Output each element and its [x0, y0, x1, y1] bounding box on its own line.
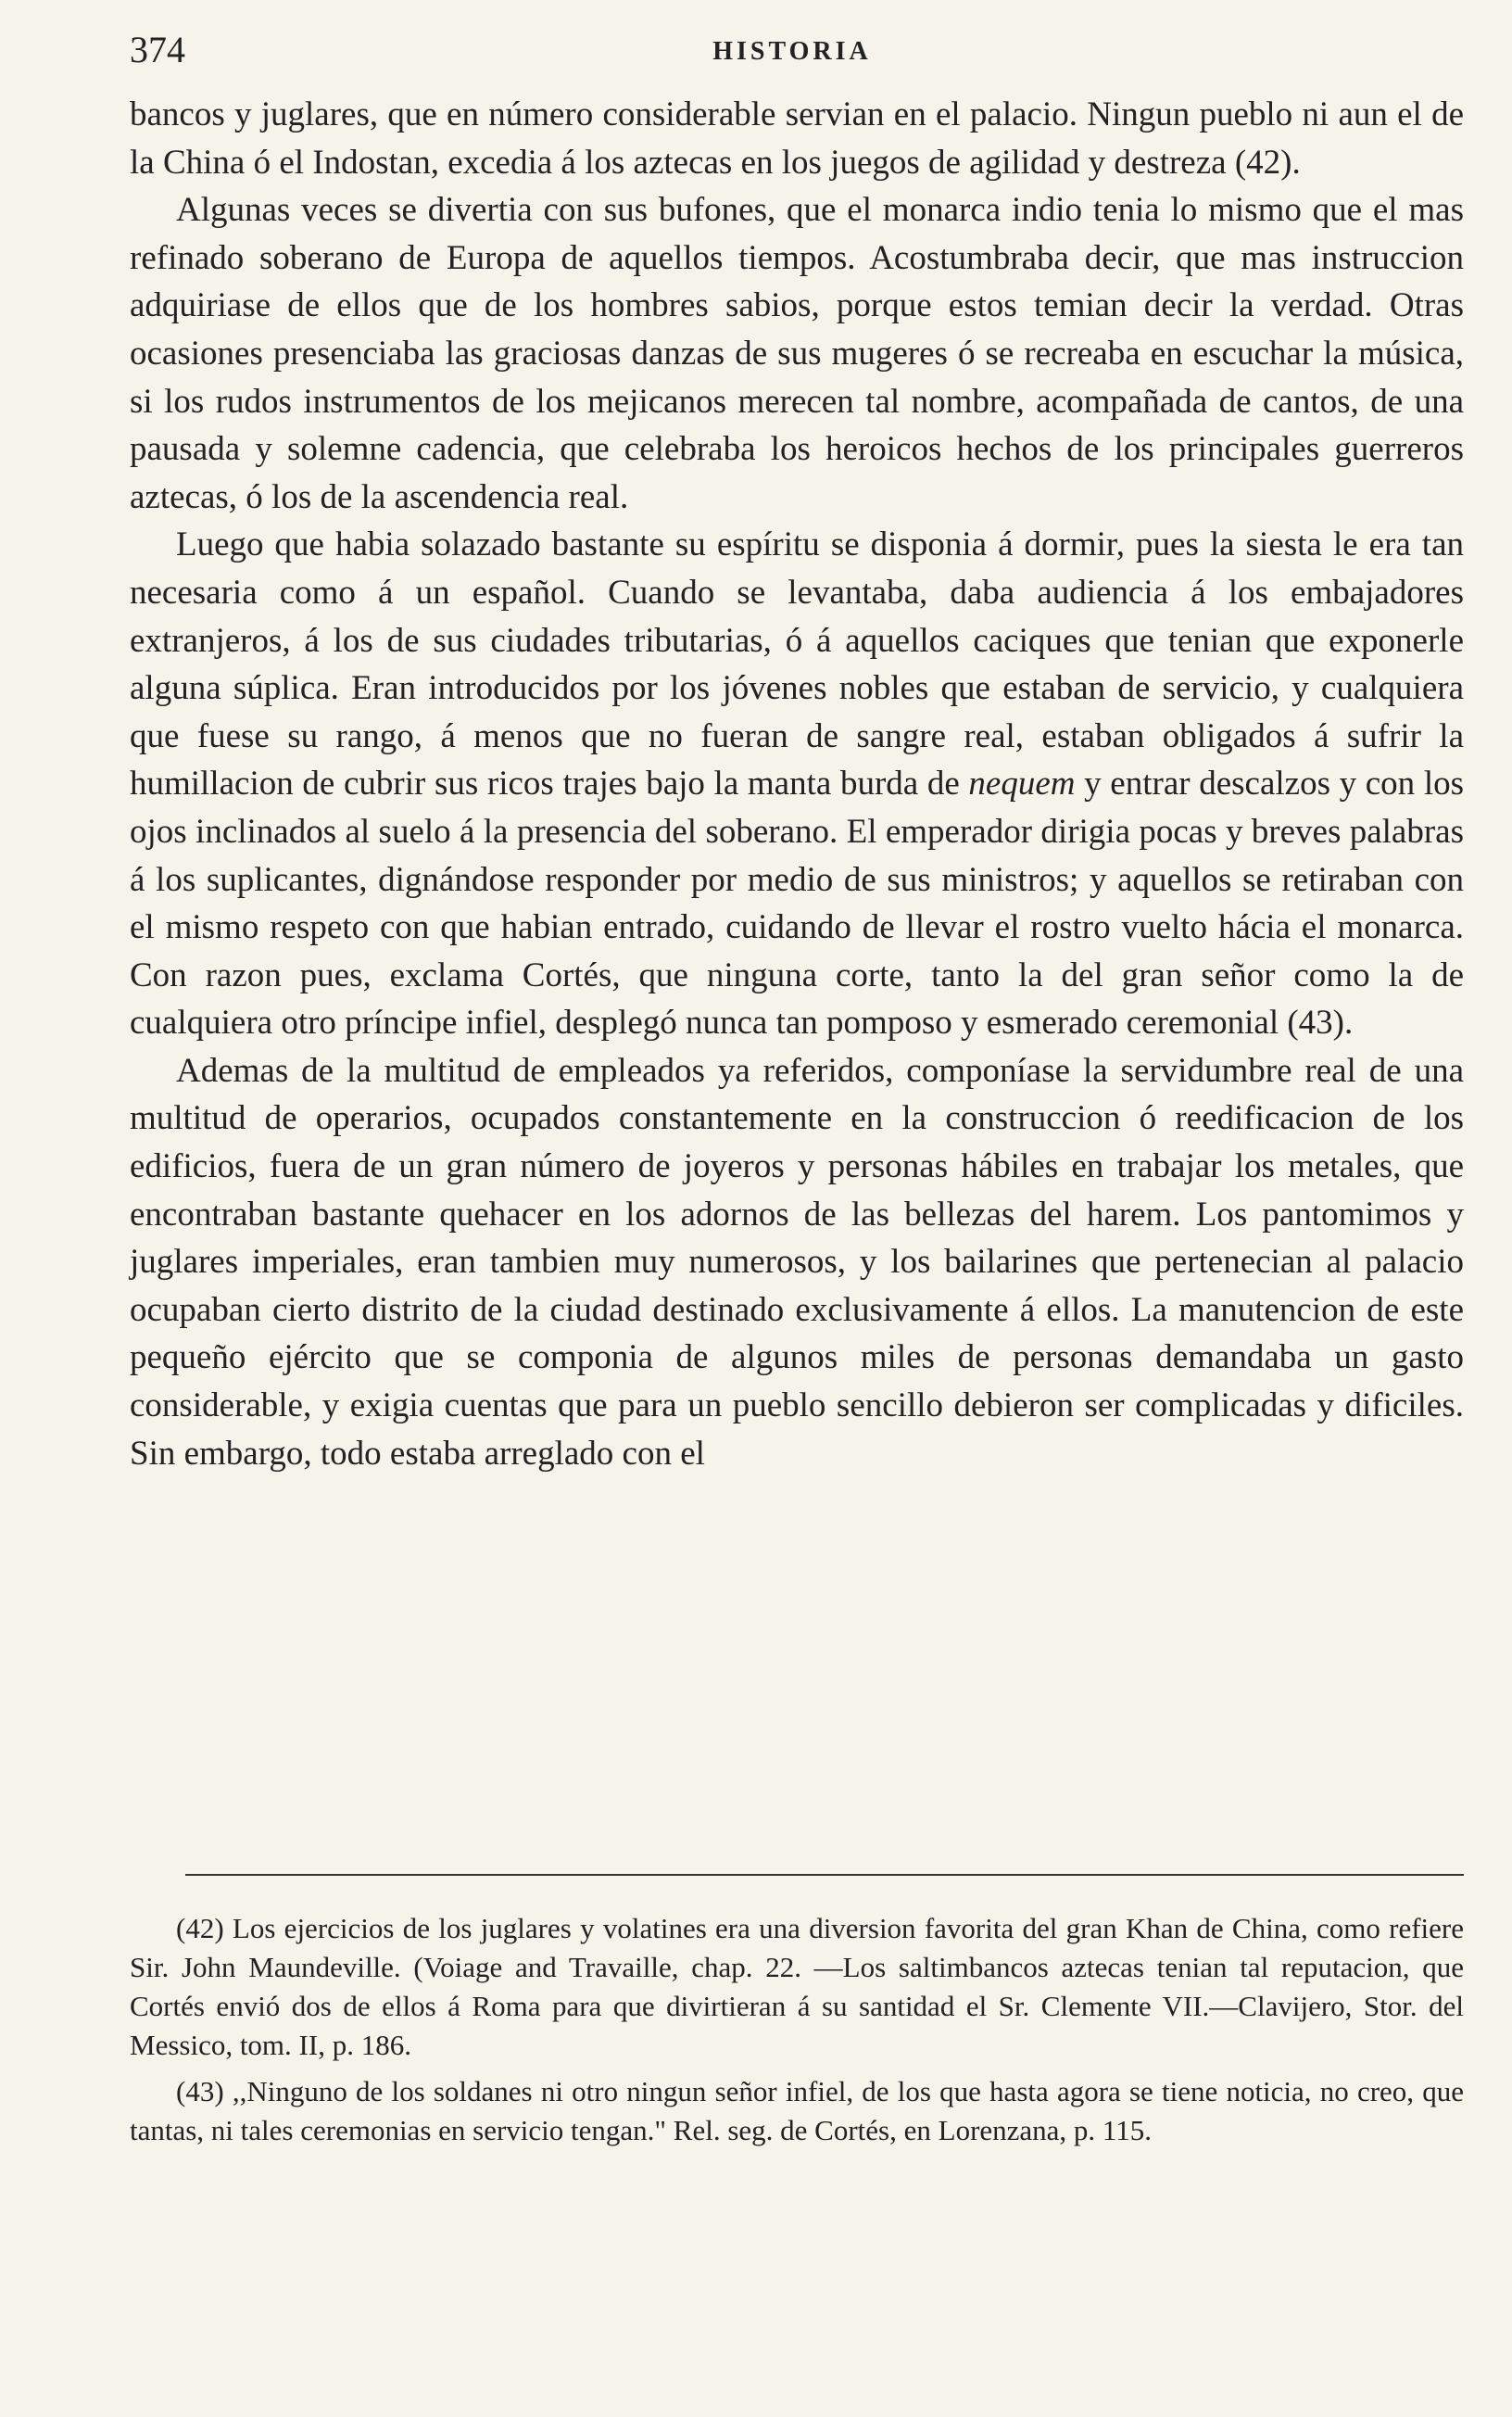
running-head: HISTORIA	[712, 37, 872, 66]
paragraph-2: Algunas veces se divertia con sus bufones, que el monarca indio tenia lo mismo que el mas refinado soberano de Europa de aquellos tiempos. Acostumbraba decir, que mas instruccion adquiriase de ellos que de los hombres sabios, porque estos temian decir la verdad. Otras ocasiones presenciaba las graciosas danzas de sus mugeres ó se recreaba en escuchar la música, si los rudos instrumentos de los mejicanos merecen tal nombre, acompañada de cantos, de una pausada y solemne cadencia, que celebraba los heroicos hechos de los principales guerreros aztecas, ó los de la ascendencia real.	[130, 191, 1464, 516]
page-number: 374	[130, 29, 185, 70]
footnote-42: (42) Los ejercicios de los juglares y volatines era una diversion favorita del gran Khan de China, como refiere Sir. John Maundeville. (Voiage and Travaille, chap. 22. —Los saltimbancos aztecas tenian tal reputacion, que Cortés envió dos de ellos á Roma para que divirtieran á su santidad el Sr. Clemente VII.—Clavijero, Stor. del Messico, tom. II, p. 186.	[130, 1912, 1464, 2061]
paragraph-1: bancos y juglares, que en número considerable servian en el palacio. Ningun pueblo ni aun el de la China ó el Indostan, excedia á los aztecas en los juegos de agilidad y destreza (42).	[130, 95, 1464, 182]
page-header	[130, 28, 1455, 83]
footnote-43: (43) ,,Ninguno de los soldanes ni otro ningun señor infiel, de los que hasta agora se tiene noticia, no creo, que tantas, ni tales ceremonias en servicio tengan." Rel. seg. de Cortés, en Lorenzana, p. 115.	[130, 2075, 1464, 2146]
footnotes	[130, 1909, 1464, 2158]
paragraph-3-part-a: Luego que habia solazado bastante su espíritu se disponia á dormir, pues la siesta le era tan necesaria como á un español. Cuando se levantaba, daba audiencia á los embajadores extranjeros, á los de sus ciudades tributarias, ó á aquellos caciques que tenian que exponerle alguna súplica. Eran introducidos por los jóvenes nobles que estaban de servicio, y cualquiera que fuese su rango, á menos que no fueran de sangre real, estaban obligados á sufrir la humillacion de cubrir sus ricos trajes bajo la manta burda de	[130, 525, 1464, 804]
main-text	[130, 91, 1464, 1477]
italic-term-nequem: nequem	[968, 765, 1076, 804]
paragraph-4: Ademas de la multitud de empleados ya referidos, componíase la servidumbre real de una multitud de operarios, ocupados constantemente en la construccion ó reedificacion de los edificios, fuera de un gran número de joyeros y personas hábiles en trabajar los metales, que encontraban bastante quehacer en los adornos de las bellezas del harem. Los pantomimos y juglares imperiales, eran tambien muy numerosos, y los bailarines que pertenecian al palacio ocupaban cierto distrito de la ciudad destinado exclusivamente á ellos. La manutencion de este pequeño ejército que se componia de algunos miles de personas demandaba un gasto considerable, y exigia cuentas que para un pueblo sencillo debieron ser complicadas y dificiles. Sin embargo, todo estaba arreglado con el	[130, 1051, 1464, 1473]
footnote-divider	[185, 1874, 1464, 1876]
paragraph-3	[130, 521, 1464, 1047]
paragraph-3-part-b: y entrar descalzos y con los ojos inclinados al suelo á la presencia del soberano. El emperador dirigia pocas y breves palabras á los suplicantes, dignándose responder por medio de sus ministros; y aquellos se retiraban con el mismo respeto con que habian entrado, cuidando de llevar el rostro vuelto hácia el monarca. Con razon pues, exclama Cortés, que ninguna corte, tanto la del gran señor como la de cualquiera otro príncipe infiel, desplegó nunca tan pomposo y esmerado ceremonial (43).	[130, 765, 1465, 1043]
